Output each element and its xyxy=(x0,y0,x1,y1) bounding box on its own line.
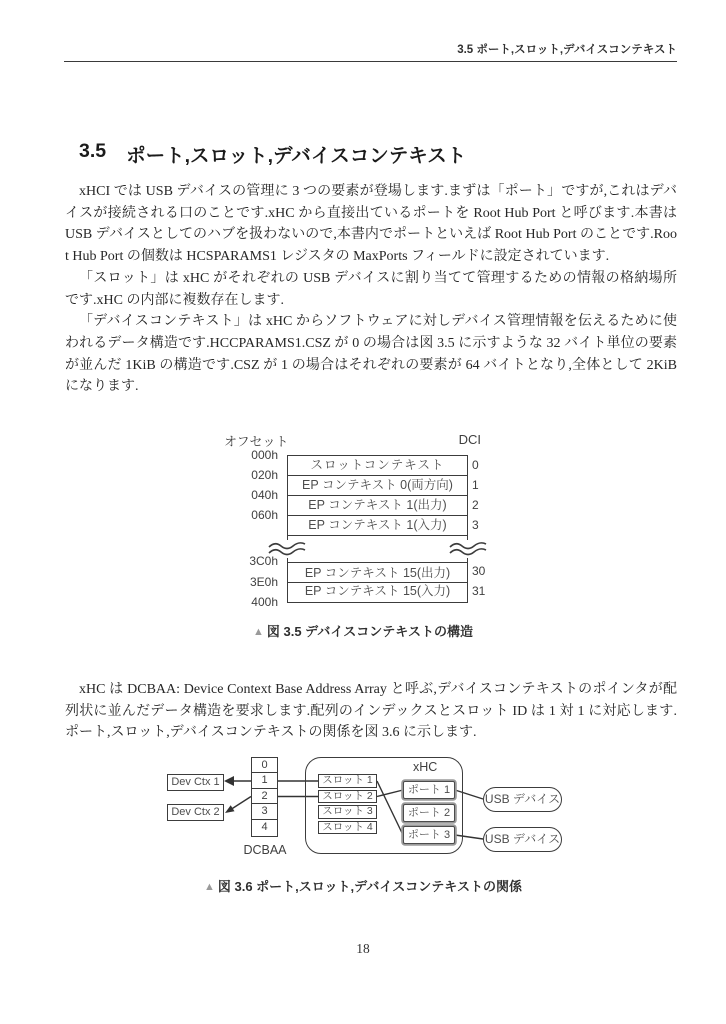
figure35-row-ep1-out: EP コンテキスト 1(出力) xyxy=(288,496,467,516)
paragraph: 「スロット」は xHC がそれぞれの USB デバイスに割り当てて管理するための情報の格納場所です.xHC の内部に複数存在します. xyxy=(65,270,677,308)
dcbaa-cell: 0 xyxy=(252,758,277,773)
caption-triangle-icon: ▲ xyxy=(204,881,215,893)
dev-ctx-1-box: Dev Ctx 1 xyxy=(167,774,224,791)
dci-value: 31 xyxy=(472,584,486,598)
dcbaa-cell: 1 xyxy=(252,773,277,788)
paragraph: xHC は DCBAA: Device Context Base Address Array と呼ぶ,デバイスコンテキストのポインタが配列状に並んだデータ構造を要求します.配列のインデックスとスロット ID は 1 対 1 に対応します.ポート,スロット,デバイスコンテキストの関係を図 3.6 に示します. xyxy=(65,682,677,741)
dci-value: 30 xyxy=(472,564,486,578)
body-text-block-1 xyxy=(65,181,677,429)
xhc-label: xHC xyxy=(413,760,438,774)
dcbaa-label: DCBAA xyxy=(243,843,287,857)
figure35-row-ep15-out: EP コンテキスト 15(出力) xyxy=(288,562,467,583)
dcbaa-cell: 2 xyxy=(252,789,277,804)
dci-value: 2 xyxy=(472,498,479,512)
slot-3-box: スロット 3 xyxy=(318,805,377,819)
page-number: 18 xyxy=(356,941,370,956)
figure35-caption xyxy=(0,621,726,640)
section-number: 3.5 xyxy=(79,140,107,162)
offset-label: 400h xyxy=(251,595,278,609)
running-head: 3.5 ポート,スロット,デバイスコンテキスト xyxy=(457,44,677,56)
figure35-row-ep1-in: EP コンテキスト 1(入力) xyxy=(288,516,467,536)
offset-label: 3C0h xyxy=(249,554,278,568)
dcbaa-array xyxy=(251,757,278,837)
figure35-row-slot-context: スロットコンテキスト xyxy=(288,456,467,476)
offset-label: 060h xyxy=(251,508,278,522)
dci-value: 0 xyxy=(472,458,479,472)
dci-value: 3 xyxy=(472,518,479,532)
section-title: ポート,スロット,デバイスコンテキスト xyxy=(126,145,467,167)
slot-2-box: スロット 2 xyxy=(318,790,377,804)
figure35-caption-text: 図 3.5 デバイスコンテキストの構造 xyxy=(266,624,474,639)
section-heading xyxy=(79,140,466,168)
offset-label: 000h xyxy=(251,448,278,462)
offset-label: 3E0h xyxy=(249,575,278,589)
dcbaa-cell: 4 xyxy=(261,820,268,833)
figure36-caption-text: 図 3.6 ポート,スロット,デバイスコンテキストの関係 xyxy=(217,879,522,894)
figure35-row-ep0: EP コンテキスト 0(両方向) xyxy=(288,476,467,496)
figure35-row-ep15-in: EP コンテキスト 15(入力) xyxy=(304,584,451,598)
paragraph: xHCI では USB デバイスの管理に 3 つの要素が登場します.まずは「ポート」ですが,これはデバイスが接続される口のことです.xHC から直接出ているポートを Root Hub Port と呼びます.本書は USB デバイスとしてのハブを扱わないので,本書内でポートといえば Root Hub Port のことです.Root Hub Port の個数は HCSPARAMS1 レジスタの MaxPorts フィールドに設定されています. xyxy=(65,184,677,265)
caption-triangle-icon: ▲ xyxy=(252,626,264,638)
figure35-offset-column-label: オフセット xyxy=(224,434,289,449)
dci-value: 1 xyxy=(472,478,479,492)
port-2-box: ポート 2 xyxy=(403,804,455,822)
body-text-block-2 xyxy=(65,679,677,749)
slot-1-box: スロット 1 xyxy=(318,774,377,788)
break-squiggle-icon xyxy=(448,540,488,558)
figure35-dci-column-label: DCI xyxy=(458,432,481,447)
slot-4-box: スロット 4 xyxy=(318,821,377,835)
offset-label: 040h xyxy=(251,488,278,502)
offset-label: 020h xyxy=(251,468,278,482)
figure36-caption xyxy=(0,876,726,895)
usb-device-1-box: USB デバイス xyxy=(483,787,562,812)
dev-ctx-2-box: Dev Ctx 2 xyxy=(167,804,224,821)
header-rule xyxy=(64,61,677,62)
port-3-box: ポート 3 xyxy=(403,826,455,844)
figure35-device-context-box xyxy=(287,455,468,603)
paragraph: 「デバイスコンテキスト」は xHC からソフトウェアに対しデバイス管理情報を伝えるために使われるデータ構造です.HCCPARAMS1.CSZ が 0 の場合は図 3.5 に示すような 32 バイト単位の要素が並んだ 1KiB の構造です.CSZ が 1 の場合はそれぞれの要素が 64 バイトとなり,全体として 2KiB になります. xyxy=(65,314,677,395)
port-1-box: ポート 1 xyxy=(403,781,455,799)
usb-device-2-box: USB デバイス xyxy=(483,827,562,852)
dcbaa-cell: 3 xyxy=(252,804,277,819)
